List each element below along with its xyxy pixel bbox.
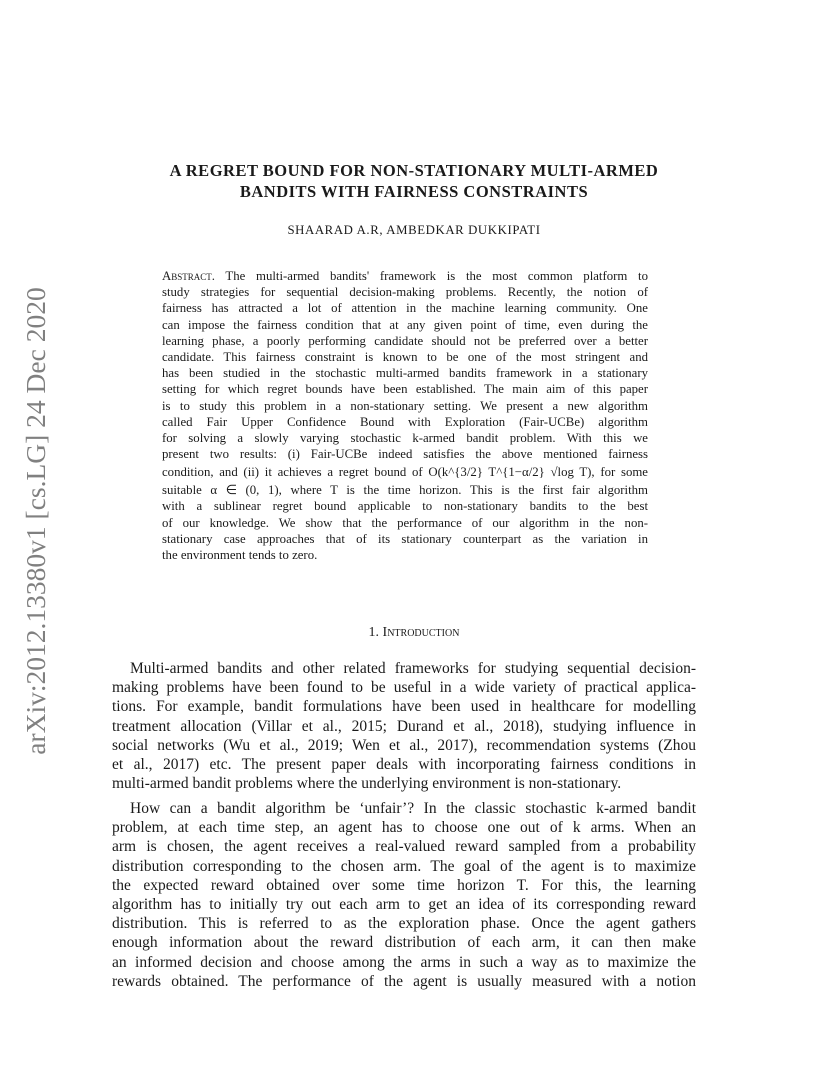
abstract-line: present two results: (i) Fair-UCBe indeed satisfies the above mentioned fairness [162, 447, 648, 462]
body-line: How can a bandit algorithm be ‘unfair’? In the classic stochastic k-armed bandit [130, 800, 696, 817]
abstract [162, 268, 648, 563]
body-line: arm is chosen, the agent receives a real-valued reward sampled from a probability [112, 838, 696, 856]
abstract-line: has been studied in the stochastic multi-armed bandits framework in a stationary [162, 366, 648, 381]
author-list: SHAARAD A.R, AMBEDKAR DUKKIPATI [287, 223, 541, 237]
abstract-line: can impose the fairness condition that at any given point of time, even during the [162, 317, 648, 332]
abstract-line: called Fair Upper Confidence Bound with Exploration (Fair-UCBe) algorithm [162, 414, 648, 429]
section-heading [110, 625, 718, 641]
abstract-line: stationary case approaches that of its stationary counterpart as the variation in [162, 531, 648, 546]
abstract-line: fairness has attracted a lot of attention in the machine learning community. One [162, 301, 648, 316]
abstract-line: candidate. This fairness constraint is known to be one of the most stringent and [162, 349, 648, 364]
body-line: social networks (Wu et al., 2019; Wen et al., 2017), recommendation systems (Zhou [112, 736, 696, 754]
title-line: BANDITS WITH FAIRNESS CONSTRAINTS [239, 182, 589, 201]
body-line: an informed decision and choose among the arms in such a way as to maximize the [112, 953, 696, 971]
abstract-line: the environment tends to zero. [162, 548, 318, 562]
section-number: 1. [368, 625, 380, 640]
body-line: rewards obtained. The performance of the agent is usually measured with a notion [112, 972, 696, 990]
body-line: Multi-armed bandits and other related frameworks for studying sequential decision- [130, 660, 696, 677]
arxiv-identifier: arXiv:2012.13380v1 [cs.LG] 24 Dec 2020 [20, 287, 51, 755]
intro-paragraph-2 [112, 799, 696, 991]
abstract-label: Abstract. [162, 269, 215, 283]
intro-paragraph-1 [112, 659, 696, 793]
abstract-line: setting for which regret bounds have been established. The main aim of this paper [162, 382, 648, 397]
body-line: enough information about the reward distribution of each arm, it can then make [112, 934, 696, 952]
body-line: distribution corresponding to the chosen arm. The goal of the agent is to maximize [112, 857, 696, 875]
body-line: distribution. This is referred to as the exploration phase. Once the agent gathers [112, 915, 696, 933]
abstract-line: of our knowledge. We show that the performance of our algorithm in the non- [162, 515, 648, 530]
body-line: the expected reward obtained over some time horizon T. For this, the learning [112, 876, 696, 894]
body-line: problem, at each time step, an agent has to choose one out of k arms. When an [112, 819, 696, 837]
arxiv-sidebar-stamp [16, 286, 56, 756]
body-line: treatment allocation (Villar et al., 2015; Durand et al., 2018), studying influence in [112, 717, 696, 735]
abstract-line: is to study this problem in a non-stationary setting. We present a new algorithm [162, 398, 648, 413]
abstract-line: for solving a slowly varying stochastic k-armed bandit problem. With this we [162, 430, 648, 445]
title-line: A REGRET BOUND FOR NON-STATIONARY MULTI-ARMED [169, 161, 659, 180]
body-line: algorithm has to initially try out each arm to get an idea of its corresponding reward [112, 895, 696, 913]
abstract-line: with a sublinear regret bound applicable to non-stationary bandits to the best [162, 499, 648, 514]
section-title: Introduction [382, 625, 460, 640]
abstract-line: condition, and (ii) it achieves a regret bound of O(k^{3/2} T^{1−α/2} √log T), for some [162, 465, 648, 480]
abstract-line: suitable α ∈ (0, 1), where T is the time horizon. This is the first fair algorithm [162, 483, 648, 498]
body-line: making problems have been found to be useful in a wide variety of practical applica- [112, 679, 696, 697]
body-line: tions. For example, bandit formulations have been used in healthcare for modelling [112, 698, 696, 716]
abstract-line: Abstract. The multi-armed bandits' framework is the most common platform to [162, 269, 649, 283]
paper-title [110, 160, 718, 202]
abstract-line: learning phase, a poorly performing candidate should not be preferred over a better [162, 333, 648, 348]
abstract-line: study strategies for sequential decision-making problems. Recently, the notion of [162, 285, 648, 300]
body-line: multi-armed bandit problems where the underlying environment is non-stationary. [112, 775, 622, 793]
body-line: et al., 2017) etc. The present paper deals with incorporating fairness conditions in [112, 755, 696, 773]
